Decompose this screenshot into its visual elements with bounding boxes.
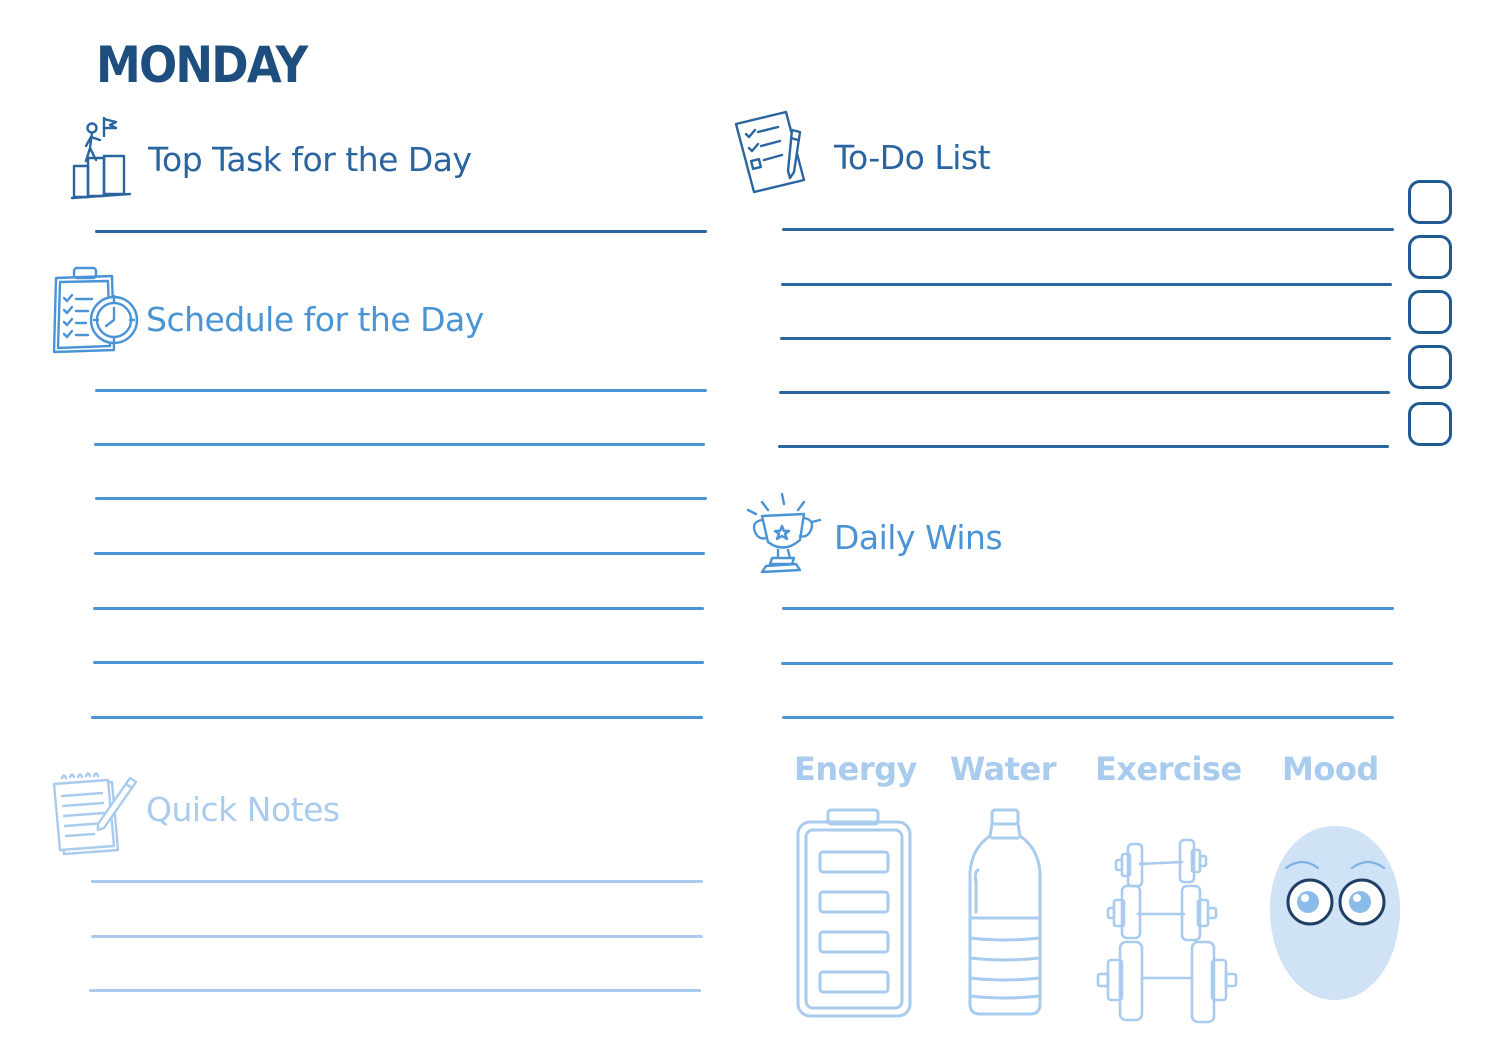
todo-checkbox[interactable] xyxy=(1408,180,1452,224)
schedule-line[interactable] xyxy=(94,552,705,555)
battery-cell xyxy=(820,852,888,872)
todo-line[interactable] xyxy=(779,391,1390,394)
schedule-line[interactable] xyxy=(93,607,704,610)
notes-line[interactable] xyxy=(89,989,701,992)
goal-flag-icon xyxy=(66,116,136,204)
todo-checkbox[interactable] xyxy=(1408,402,1452,446)
battery-cell xyxy=(820,892,888,912)
todo-line[interactable] xyxy=(780,337,1391,340)
daily-wins-label: Daily Wins xyxy=(834,518,1003,557)
todo-line[interactable] xyxy=(782,228,1394,231)
trophy-icon xyxy=(744,492,826,580)
energy-label: Energy xyxy=(794,750,917,788)
wins-line[interactable] xyxy=(782,607,1394,610)
top-task-label: Top Task for the Day xyxy=(148,140,472,179)
wins-line[interactable] xyxy=(782,716,1394,719)
clipboard-clock-icon xyxy=(50,266,142,358)
battery-cell xyxy=(820,972,888,992)
quick-notes-label: Quick Notes xyxy=(146,790,340,829)
todo-checkbox[interactable] xyxy=(1408,290,1452,334)
top-task-line[interactable] xyxy=(95,230,707,233)
wins-line[interactable] xyxy=(781,662,1393,665)
water-label: Water xyxy=(950,750,1057,788)
mood-face-icon[interactable] xyxy=(1268,822,1402,1002)
exercise-label: Exercise xyxy=(1095,750,1242,788)
todo-line[interactable] xyxy=(778,445,1389,448)
notes-line[interactable] xyxy=(91,935,703,938)
water-bottle-icon[interactable] xyxy=(966,808,1044,1018)
todo-checkbox[interactable] xyxy=(1408,235,1452,279)
todo-label: To-Do List xyxy=(834,138,991,177)
notes-line[interactable] xyxy=(91,880,703,883)
schedule-line[interactable] xyxy=(95,389,707,392)
notepad-pencil-icon xyxy=(50,772,140,858)
battery-cell xyxy=(820,932,888,952)
schedule-line[interactable] xyxy=(95,497,707,500)
schedule-line[interactable] xyxy=(91,716,703,719)
dumbbells-icon[interactable] xyxy=(1092,834,1238,1024)
schedule-line[interactable] xyxy=(93,661,704,664)
battery-icon[interactable] xyxy=(796,808,912,1018)
todo-line[interactable] xyxy=(781,283,1392,286)
checklist-icon xyxy=(734,110,810,196)
schedule-line[interactable] xyxy=(94,443,705,446)
schedule-label: Schedule for the Day xyxy=(146,300,484,339)
todo-checkbox[interactable] xyxy=(1408,345,1452,389)
page-title: MONDAY xyxy=(96,36,307,94)
mood-label: Mood xyxy=(1282,750,1379,788)
